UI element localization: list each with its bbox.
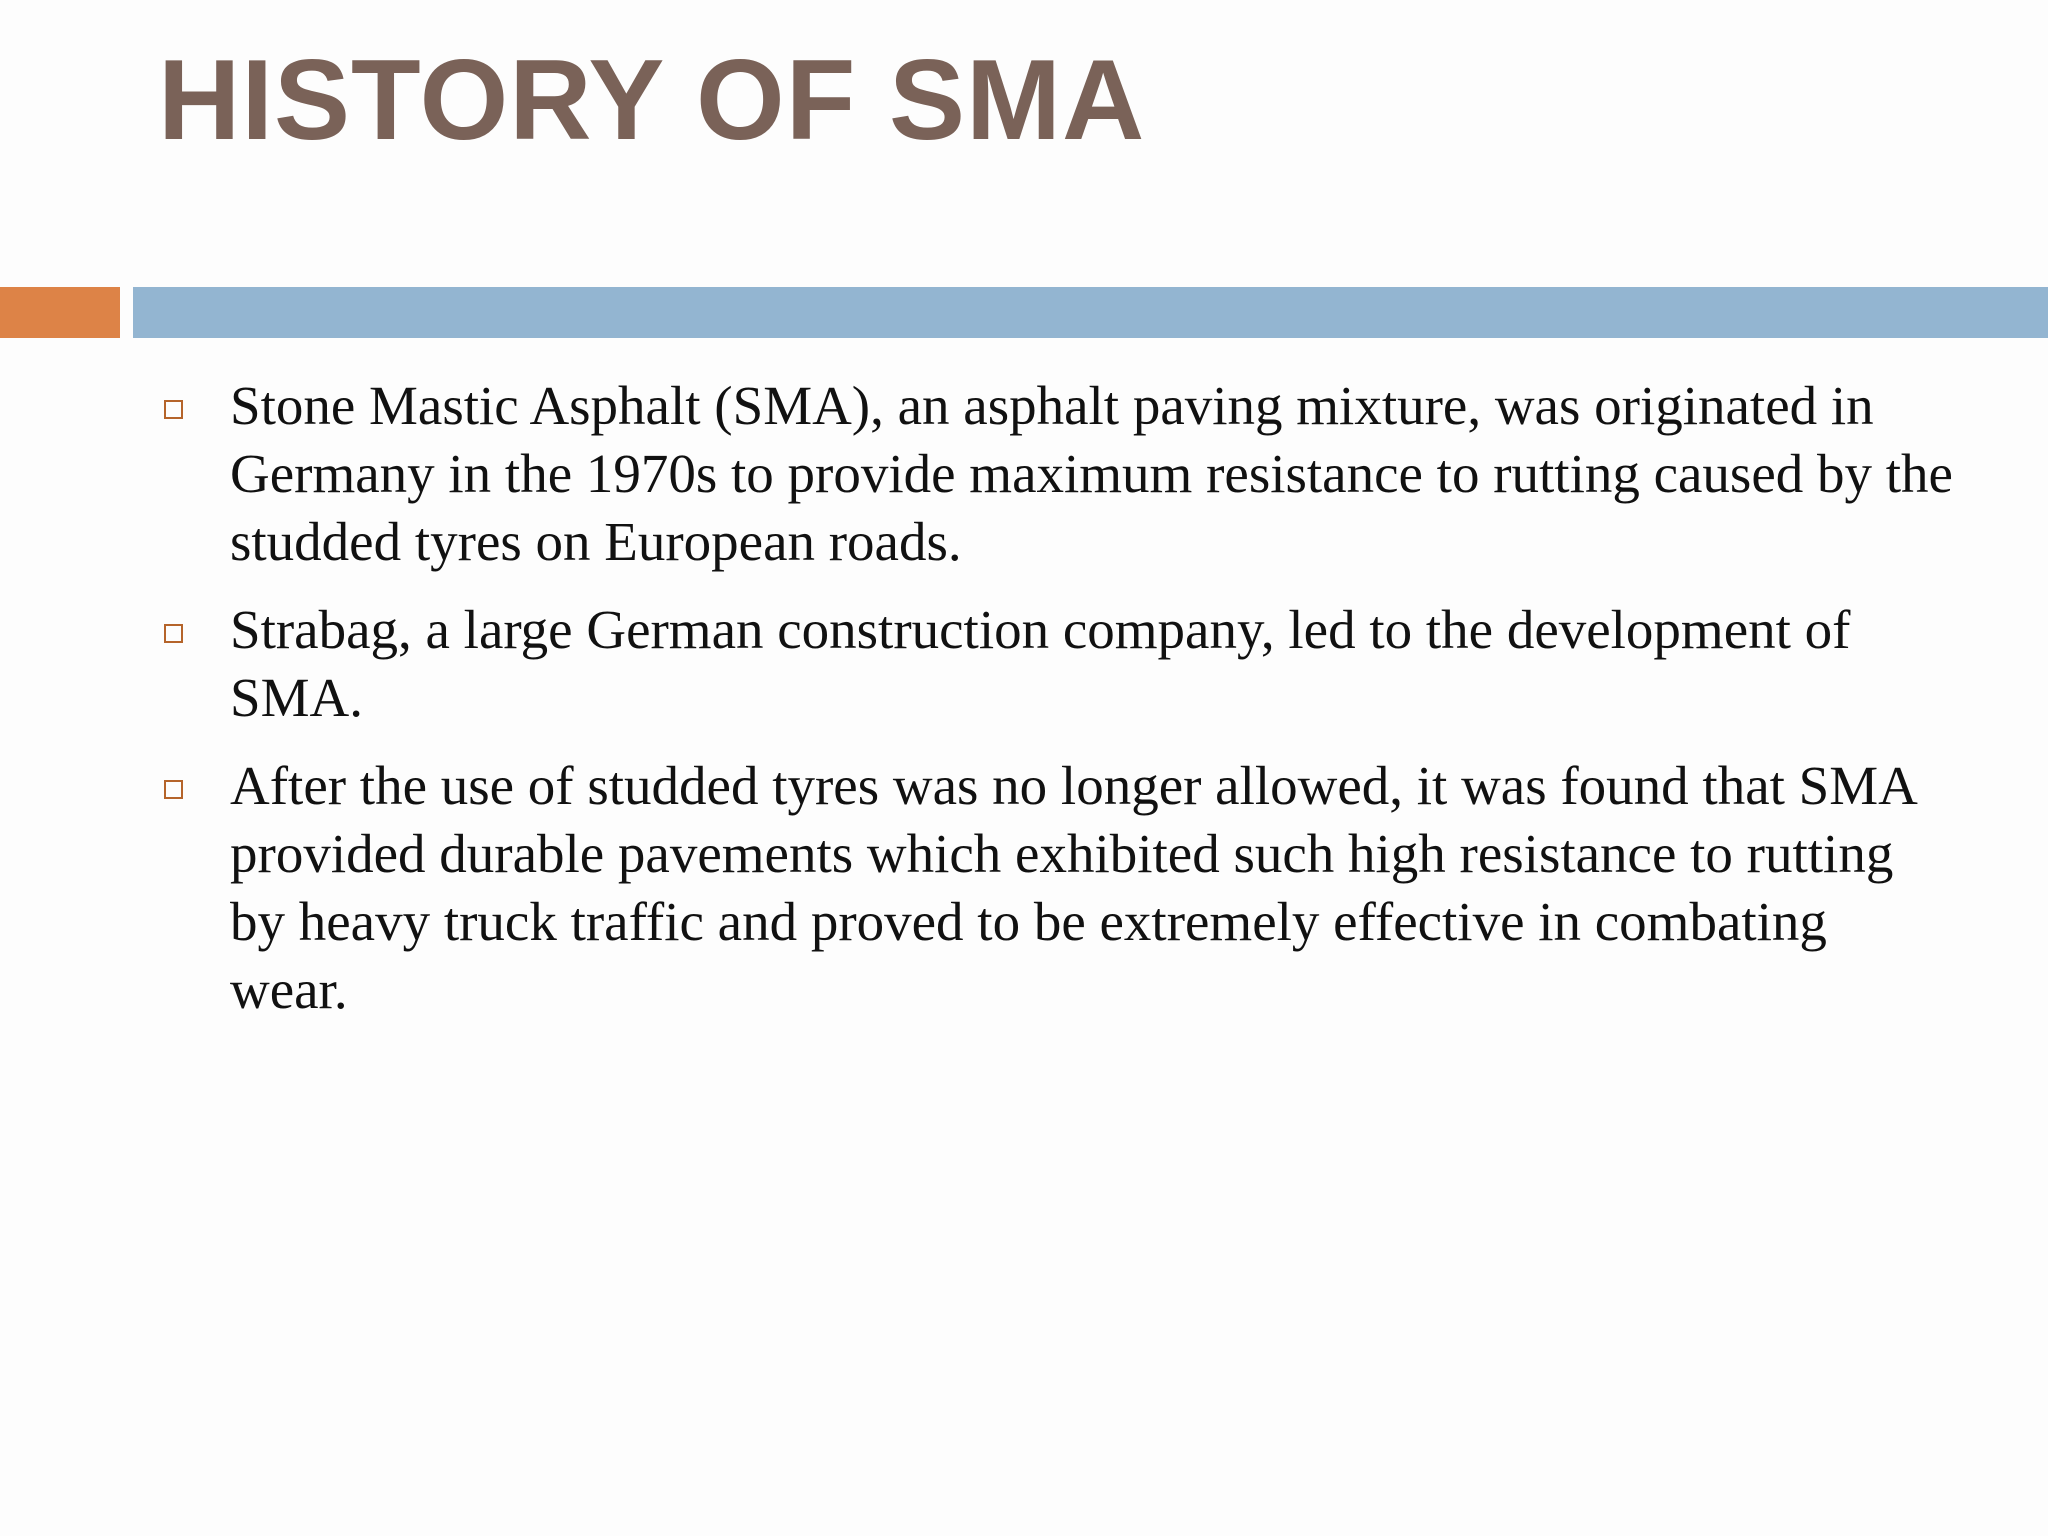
hollow-square-bullet-icon [164,400,183,419]
hollow-square-bullet-icon [164,780,183,799]
slide-title: HISTORY OF SMA [158,37,1146,164]
accent-bar-blue [133,287,2048,338]
bullet-text: Strabag, a large German construction company, led to the development of SMA. [230,599,1851,728]
bullet-text: Stone Mastic Asphalt (SMA), an asphalt paving mixture, was originated in Germany in the 1970s to provide maximum resistance to rutting caused by the studded tyres on European roads. [230,375,1953,572]
bullet-list [158,372,1958,1044]
hollow-square-bullet-icon [164,624,183,643]
bullet-item [158,596,1958,732]
bullet-item [158,752,1958,1024]
accent-bar-orange [0,287,120,338]
bullet-text: After the use of studded tyres was no longer allowed, it was found that SMA provided durable pavements which exhibited such high resistance to rutting by heavy truck traffic and proved to be extremely effective in combating wear. [230,755,1915,1020]
bullet-item [158,372,1958,576]
